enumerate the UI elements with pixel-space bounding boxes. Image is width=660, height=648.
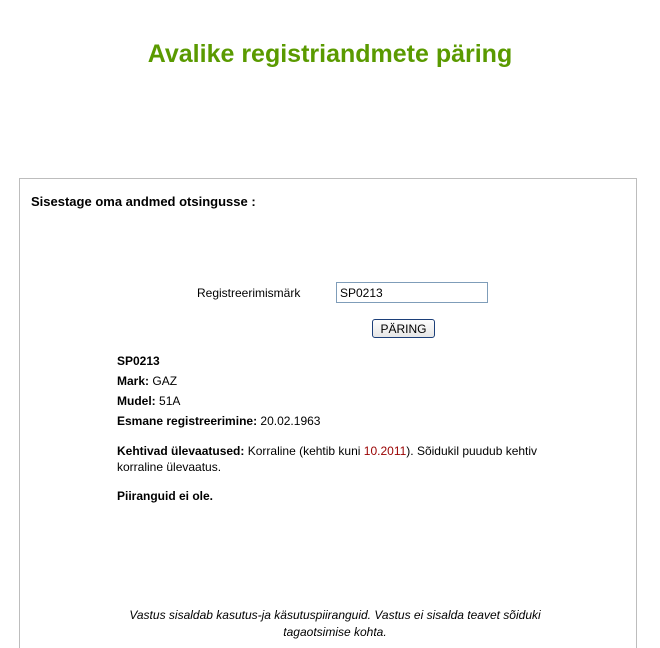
search-prompt: Sisestage oma andmed otsingusse : bbox=[31, 194, 256, 209]
result-first-registration-label: Esmane registreerimine: bbox=[117, 414, 258, 428]
page-title: Avalike registriandmete päring bbox=[147, 40, 513, 68]
result-plate: SP0213 bbox=[117, 354, 160, 368]
registration-number-label: Registreerimismärk bbox=[197, 286, 301, 300]
search-panel bbox=[19, 178, 637, 648]
result-first-registration-value: 20.02.1963 bbox=[260, 414, 321, 428]
search-results bbox=[117, 351, 557, 503]
result-inspection-label: Kehtivad ülevaatused: bbox=[117, 444, 245, 458]
registration-number-input[interactable] bbox=[336, 282, 488, 303]
result-mark-row bbox=[117, 371, 557, 391]
result-inspection-date: 10.2011 bbox=[363, 444, 407, 458]
result-inspection-prefix: Korraline (kehtib kuni bbox=[247, 444, 361, 458]
result-first-registration-row bbox=[117, 411, 557, 431]
result-restrictions: Piiranguid ei ole. bbox=[117, 489, 214, 503]
result-inspection-suffix: ). Sõidukil puudub kehtiv korraline ülevaatus. bbox=[117, 444, 538, 474]
result-model-row bbox=[117, 391, 557, 411]
result-mark-value: GAZ bbox=[152, 374, 178, 388]
result-inspection bbox=[117, 443, 557, 475]
result-mark-label: Mark: bbox=[117, 374, 150, 388]
result-model-label: Mudel: bbox=[117, 394, 156, 408]
search-button[interactable]: PÄRING bbox=[372, 319, 435, 338]
result-model-value: 51A bbox=[159, 394, 181, 408]
disclaimer: Vastus sisaldab kasutus-ja käsutuspiiranguid. Vastus ei sisalda teavet sõiduki tagaotsimise kohta. bbox=[129, 608, 541, 639]
